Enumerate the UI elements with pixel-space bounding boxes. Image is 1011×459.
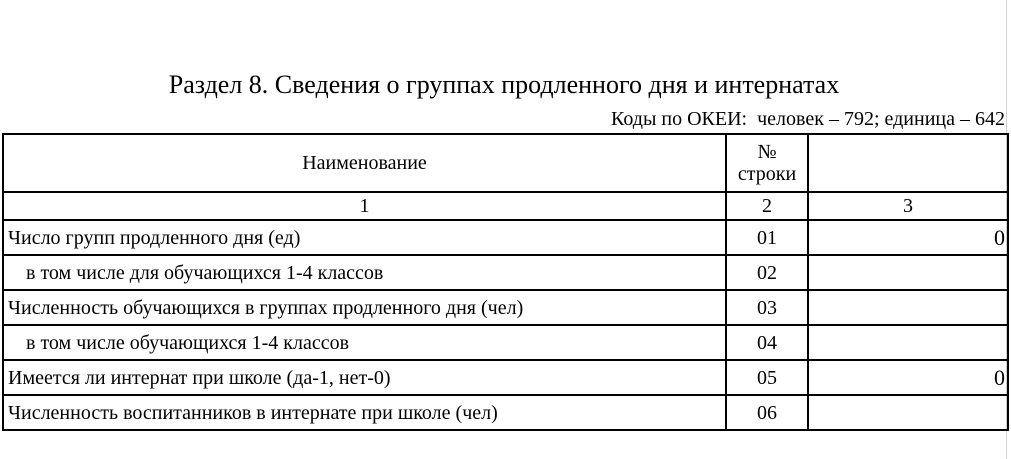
column-header-name: Наименование bbox=[3, 134, 726, 192]
row-value-input[interactable] bbox=[808, 290, 1008, 325]
column-header-line-number bbox=[726, 134, 808, 192]
row-code: 06 bbox=[726, 395, 808, 430]
row-value-input[interactable] bbox=[808, 325, 1008, 360]
header-row bbox=[3, 134, 1008, 192]
row-name: Число групп продленного дня (ед) bbox=[3, 220, 726, 255]
table-row bbox=[3, 325, 1008, 360]
column-number-1: 1 bbox=[3, 192, 726, 220]
row-code: 01 bbox=[726, 220, 808, 255]
row-code: 05 bbox=[726, 360, 808, 395]
data-table bbox=[2, 133, 1009, 431]
okei-codes: Коды по ОКЕИ: человек – 792; единица – 642 bbox=[611, 108, 1005, 130]
table-row bbox=[3, 290, 1008, 325]
table-row bbox=[3, 255, 1008, 290]
line-number-symbol: № bbox=[757, 141, 777, 163]
row-name: Численность воспитанников в интернате при школе (чел) bbox=[3, 395, 726, 430]
table-row bbox=[3, 220, 1008, 255]
column-number-2: 2 bbox=[726, 192, 808, 220]
row-name: в том числе для обучающихся 1-4 классов bbox=[3, 255, 726, 290]
row-value-input[interactable]: 0 bbox=[808, 360, 1008, 395]
row-value-input[interactable] bbox=[808, 395, 1008, 430]
row-code: 03 bbox=[726, 290, 808, 325]
column-header-value bbox=[808, 134, 1008, 192]
row-code: 02 bbox=[726, 255, 808, 290]
column-number-3: 3 bbox=[808, 192, 1008, 220]
row-code: 04 bbox=[726, 325, 808, 360]
row-value-input[interactable] bbox=[808, 255, 1008, 290]
section-title: Раздел 8. Сведения о группах продленного дня и интернатах bbox=[168, 70, 840, 99]
row-value-input[interactable]: 0 bbox=[808, 220, 1008, 255]
row-name: в том числе обучающихся 1-4 классов bbox=[3, 325, 726, 360]
table-row bbox=[3, 395, 1008, 430]
table-row bbox=[3, 360, 1008, 395]
row-name: Имеется ли интернат при школе (да-1, нет-0) bbox=[3, 360, 726, 395]
line-number-label: строки bbox=[737, 163, 797, 185]
row-name: Численность обучающихся в группах продленного дня (чел) bbox=[3, 290, 726, 325]
column-number-row bbox=[3, 192, 1008, 220]
